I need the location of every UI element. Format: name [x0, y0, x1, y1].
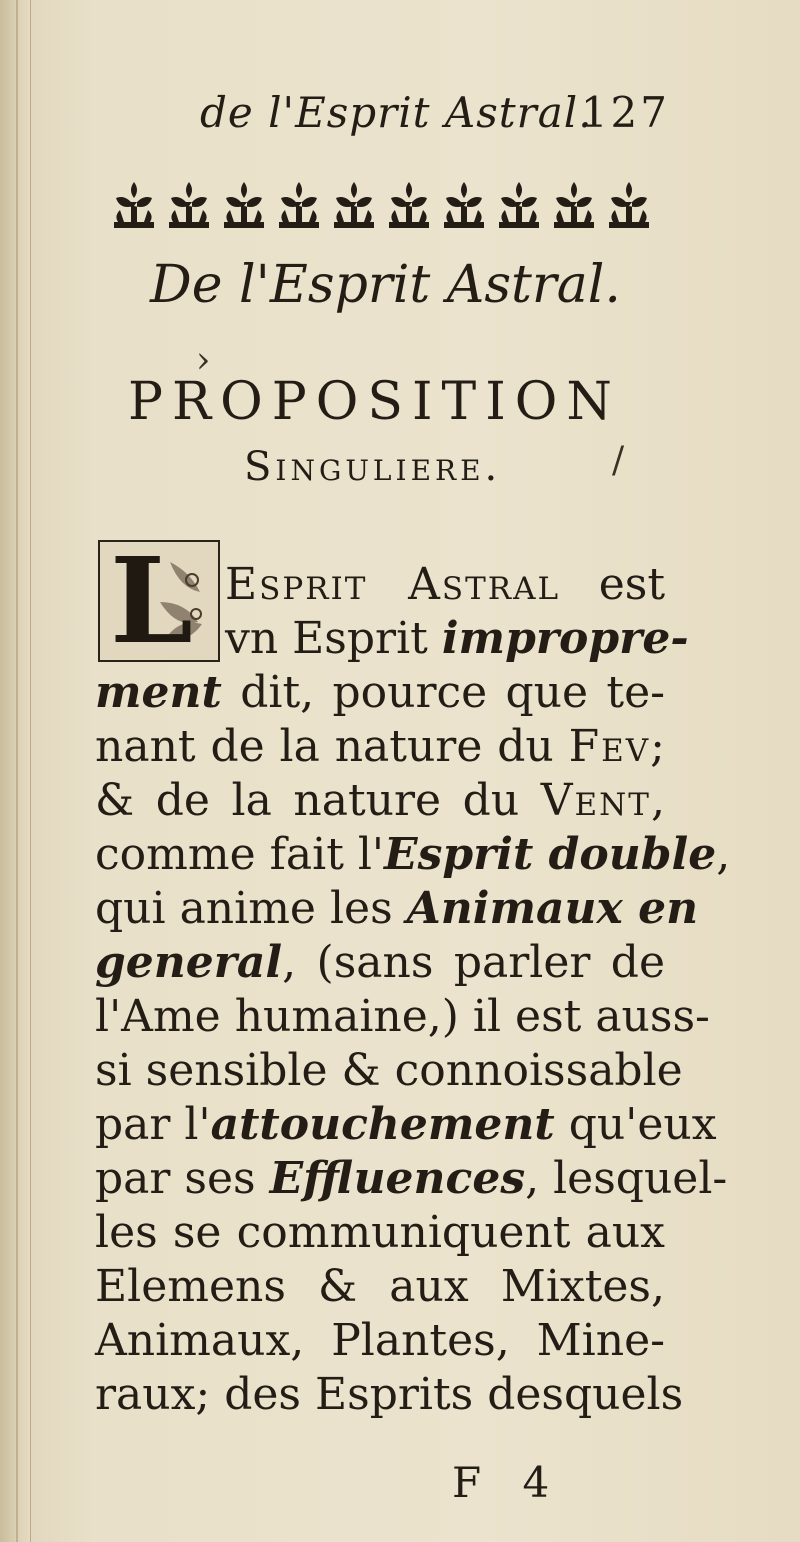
- fleuron-icon: [169, 182, 209, 228]
- text-line: [95, 774, 665, 828]
- text-segment: general: [95, 937, 283, 988]
- running-header: [200, 88, 670, 148]
- text-line: [95, 1152, 728, 1206]
- text-line: [95, 1260, 665, 1314]
- text-segment: par l': [95, 1099, 211, 1150]
- ink-mark: ›: [196, 340, 211, 381]
- signature-mark: F 4: [452, 1458, 564, 1507]
- text-segment: si sensible & connoissable: [95, 1045, 683, 1096]
- fleuron-icon: [334, 182, 374, 228]
- fleuron-icon: [554, 182, 594, 228]
- text-line: [95, 612, 689, 666]
- text-line: [95, 1314, 665, 1368]
- text-line: [95, 666, 665, 720]
- text-segment: les se communiquent aux: [95, 1207, 665, 1258]
- text-segment: ment: [95, 667, 222, 718]
- section-heading: De l'Esprit Astral.: [150, 255, 621, 315]
- fleuron-icon: [389, 182, 429, 228]
- body-text: [95, 558, 731, 1422]
- fleuron-icon: [609, 182, 649, 228]
- initial-letter: L: [110, 531, 193, 670]
- text-line: [95, 936, 665, 990]
- text-line: [95, 558, 665, 612]
- fleuron-icon: [499, 182, 539, 228]
- fleuron-icon: [224, 182, 264, 228]
- text-segment: ;: [650, 721, 665, 772]
- text-segment: est: [560, 559, 665, 610]
- text-line: [95, 990, 710, 1044]
- text-segment: Esprit Astral: [225, 559, 561, 610]
- text-line: [95, 828, 731, 882]
- text-segment: raux; des Esprits desquels: [95, 1369, 684, 1420]
- proposition-title: PROPOSITION: [128, 372, 621, 432]
- text-segment: Fev: [568, 721, 651, 772]
- fleuron-icon: [114, 182, 154, 228]
- text-segment: impropre-: [441, 613, 689, 664]
- text-segment: Esprit double: [384, 829, 717, 880]
- proposition-subtitle: Singuliere.: [244, 444, 502, 490]
- text-segment: ,: [716, 829, 731, 880]
- text-segment: Elemens & aux Mixtes,: [95, 1261, 665, 1312]
- text-line: [95, 1206, 665, 1260]
- text-segment: Vent: [540, 775, 651, 826]
- fleuron-icon: [444, 182, 484, 228]
- text-segment: qu'eux: [554, 1099, 717, 1150]
- text-line: [95, 1368, 684, 1422]
- text-segment: l'Ame humaine,) il est auss-: [95, 991, 710, 1042]
- text-segment: Animaux, Plantes, Mine-: [95, 1315, 665, 1366]
- text-line: [95, 882, 699, 936]
- text-segment: attouchement: [210, 1099, 555, 1150]
- text-segment: , lesquel-: [525, 1153, 728, 1204]
- text-line: [95, 1044, 683, 1098]
- text-segment: nant de la nature du: [95, 721, 569, 772]
- text-line: [95, 720, 665, 774]
- gutter-edge: [16, 0, 18, 1542]
- text-segment: ,: [651, 775, 665, 826]
- fleuron-border-icon: [108, 176, 660, 240]
- ink-mark: /: [612, 440, 625, 481]
- text-segment: dit, pource que te-: [221, 667, 665, 718]
- text-segment: , (sans parler de: [282, 937, 665, 988]
- text-segment: comme fait l': [95, 829, 385, 880]
- text-segment: vn Esprit: [225, 613, 442, 664]
- fleuron-icon: [279, 182, 319, 228]
- text-segment: Effluences: [269, 1153, 526, 1204]
- text-line: [95, 1098, 717, 1152]
- running-title: de l'Esprit Astral.: [200, 88, 593, 137]
- text-segment: & de la nature du: [95, 775, 541, 826]
- page-number: 127: [580, 88, 670, 137]
- text-segment: Animaux en: [406, 883, 699, 934]
- text-segment: par ses: [95, 1153, 270, 1204]
- text-segment: qui anime les: [95, 883, 407, 934]
